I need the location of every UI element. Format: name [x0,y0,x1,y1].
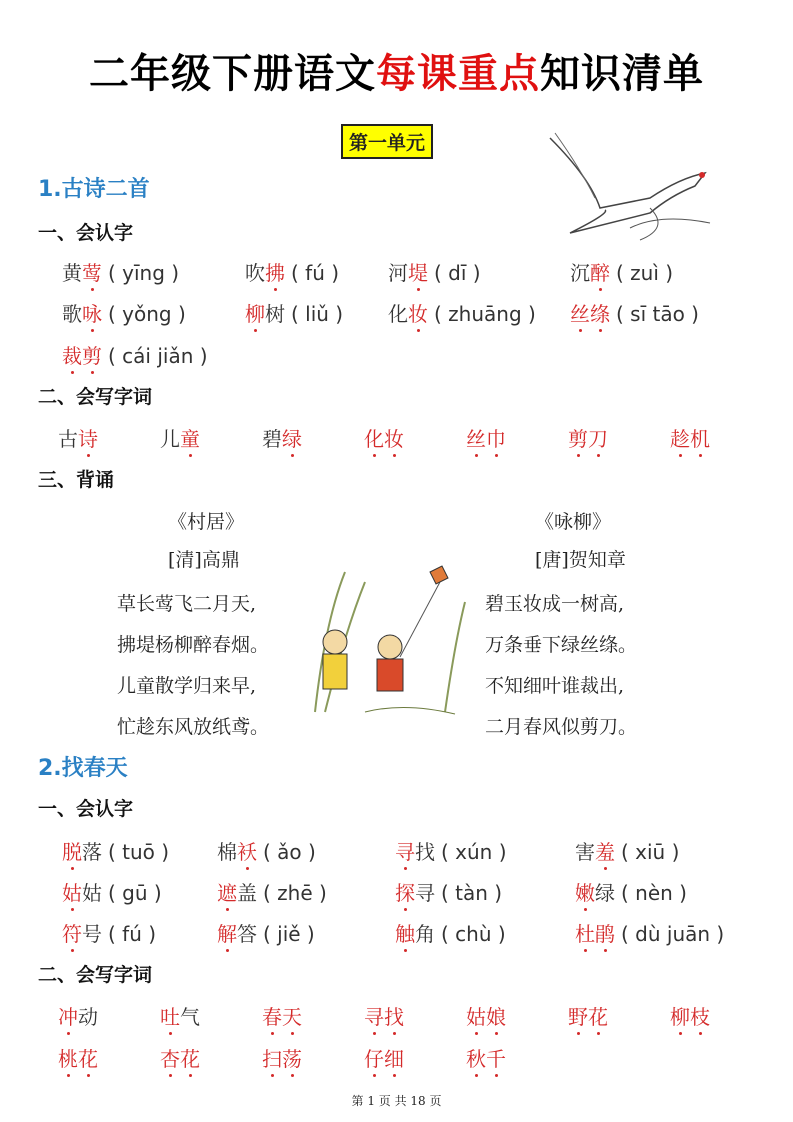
key-character: 符 [62,918,82,947]
pinyin: ( tàn ) [441,881,503,905]
key-character: 姑 [62,877,82,906]
character: 碧 [262,427,282,451]
poem-title: 《村居》 [168,511,245,533]
section-heading: 三、背诵 [38,469,115,491]
key-character: 花 [78,1043,98,1072]
vocab-item [395,877,502,906]
key-character: 脱 [62,836,82,865]
vocab-item [62,918,156,947]
word-item [466,1043,506,1072]
key-character: 柳 [245,298,265,327]
key-character: 花 [588,1001,608,1030]
pinyin: ( gū ) [108,881,162,905]
vocab-item [245,298,343,327]
character: 儿 [160,427,180,451]
key-character: 杏 [160,1043,180,1072]
word-item [466,1001,506,1030]
pinyin: ( fú ) [108,922,157,946]
page-title [0,42,793,99]
character: 动 [78,1005,98,1029]
key-character: 天 [282,1001,302,1030]
word-item [568,1001,608,1030]
key-character: 寻 [364,1001,384,1030]
key-character: 找 [384,1001,404,1030]
title-part1: 二年级下册语文 [89,51,376,97]
poem-author: [清]高鼎 [168,549,240,571]
vocab-item [575,918,724,947]
vocab-item [62,298,186,327]
character: 号 [82,922,102,946]
poem-line: 忙趁东风放纸鸢。 [117,716,270,738]
word-item [262,1001,302,1030]
character: 答 [237,922,257,946]
poem-author: [唐]贺知章 [535,549,626,571]
character: 棉 [217,840,237,864]
word-item [160,1001,200,1030]
pinyin: ( nèn ) [621,881,687,905]
section-heading: 二、会写字词 [38,386,153,408]
vocab-item [62,340,208,369]
key-character: 刀 [588,423,608,452]
poem-line: 二月春风似剪刀。 [485,716,638,738]
key-character: 杜 [575,918,595,947]
vocab-item [62,877,162,906]
key-character: 姑 [466,1001,486,1030]
key-character: 冲 [58,1001,78,1030]
key-character: 探 [395,877,415,906]
key-character: 嫩 [575,877,595,906]
pinyin: ( jiě ) [263,922,315,946]
key-character: 绦 [590,298,610,327]
pinyin: ( cái jiǎn ) [108,344,208,368]
word-item [364,1001,404,1030]
character: 吹 [245,261,265,285]
key-character: 娘 [486,1001,506,1030]
character: 黄 [62,261,82,285]
character: 气 [180,1005,200,1029]
key-character: 巾 [486,423,506,452]
vocab-item [395,918,506,947]
key-character: 妆 [408,298,428,327]
key-character: 剪 [568,423,588,452]
pinyin: ( ǎo ) [263,840,316,864]
pinyin: ( liǔ ) [291,302,344,326]
pinyin: ( sī tāo ) [616,302,699,326]
unit-label: 第一单元 [341,124,433,159]
character: 角 [415,922,435,946]
character: 害 [575,840,595,864]
key-character: 拂 [265,257,285,286]
key-character: 化 [364,423,384,452]
vocab-item [388,298,536,327]
poem-line: 草长莺飞二月天, [117,593,257,615]
children-kite-illustration [305,562,480,722]
vocab-item [62,836,169,865]
key-character: 妆 [384,423,404,452]
pinyin: ( yǒng ) [108,302,186,326]
character: 寻 [415,881,435,905]
word-item [670,423,710,452]
word-item [160,423,200,452]
pinyin: ( chù ) [441,922,506,946]
vocab-item [570,257,673,286]
key-character: 绿 [282,423,302,452]
vocab-item [395,836,507,865]
key-character: 枝 [690,1001,710,1030]
poem-line: 碧玉妆成一树高, [485,593,625,615]
vocab-item [217,918,315,947]
key-character: 醉 [590,257,610,286]
pinyin: ( yīng ) [108,261,180,285]
key-character: 荡 [282,1043,302,1072]
pinyin: ( dī ) [434,261,481,285]
vocab-item [217,877,327,906]
key-character: 解 [217,918,237,947]
key-character: 吐 [160,1001,180,1030]
word-item [160,1043,200,1072]
key-character: 趁 [670,423,690,452]
character: 姑 [82,881,102,905]
character: 落 [82,840,102,864]
poem-line: 不知细叶谁裁出, [485,675,625,697]
key-character: 羞 [595,836,615,865]
character: 歌 [62,302,82,326]
pinyin: ( tuō ) [108,840,170,864]
key-character: 仔 [364,1043,384,1072]
pinyin: ( dù juān ) [621,922,725,946]
key-character: 细 [384,1043,404,1072]
character: 沉 [570,261,590,285]
vocab-item [62,257,179,286]
key-character: 丝 [466,423,486,452]
word-item [670,1001,710,1030]
word-item [262,1043,302,1072]
character: 古 [58,427,78,451]
poem-title: 《咏柳》 [535,511,612,533]
section-heading: 一、会认字 [38,222,134,244]
lesson-title: 2.找春天 [38,756,128,781]
key-character: 扫 [262,1043,282,1072]
vocab-item [570,298,699,327]
word-item [466,423,506,452]
key-character: 遮 [217,877,237,906]
key-character: 秋 [466,1043,486,1072]
pinyin: ( fú ) [291,261,340,285]
word-item [364,1043,404,1072]
poem-line: 拂堤杨柳醉春烟。 [117,634,270,656]
section-heading: 一、会认字 [38,798,134,820]
vocab-item [575,877,687,906]
word-item [58,1043,98,1072]
poem-line: 万条垂下绿丝绦。 [485,634,638,656]
key-character: 堤 [408,257,428,286]
page-footer: 第 1 页 共 18 页 [351,1094,442,1108]
key-character: 鹃 [595,918,615,947]
key-character: 诗 [78,423,98,452]
key-character: 触 [395,918,415,947]
pinyin: ( zuì ) [616,261,674,285]
key-character: 裁 [62,340,82,369]
pinyin: ( zhē ) [263,881,327,905]
pinyin: ( xún ) [441,840,507,864]
key-character: 童 [180,423,200,452]
key-character: 春 [262,1001,282,1030]
word-item [58,423,98,452]
pinyin: ( xiū ) [621,840,680,864]
key-character: 寻 [395,836,415,865]
key-character: 桃 [58,1043,78,1072]
key-character: 剪 [82,340,102,369]
key-character: 莺 [82,257,102,286]
character: 树 [265,302,285,326]
word-item [568,423,608,452]
vocab-item [245,257,339,286]
title-highlight: 每课重点 [376,51,540,97]
key-character: 千 [486,1043,506,1072]
vocab-item [388,257,481,286]
key-character: 咏 [82,298,102,327]
pinyin: ( zhuāng ) [434,302,536,326]
character: 盖 [237,881,257,905]
key-character: 袄 [237,836,257,865]
key-character: 柳 [670,1001,690,1030]
key-character: 花 [180,1043,200,1072]
key-character: 野 [568,1001,588,1030]
word-item [58,1001,98,1030]
vocab-item [217,836,316,865]
key-character: 丝 [570,298,590,327]
title-part3: 知识清单 [540,51,704,97]
character: 绿 [595,881,615,905]
character: 化 [388,302,408,326]
word-item [262,423,302,452]
vocab-item [575,836,679,865]
character: 河 [388,261,408,285]
character: 找 [415,840,435,864]
section-heading: 二、会写字词 [38,964,153,986]
lesson-title: 1.古诗二首 [38,177,150,202]
key-character: 机 [690,423,710,452]
crane-illustration [530,118,720,243]
word-item [364,423,404,452]
poem-line: 儿童散学归来早, [117,675,257,697]
